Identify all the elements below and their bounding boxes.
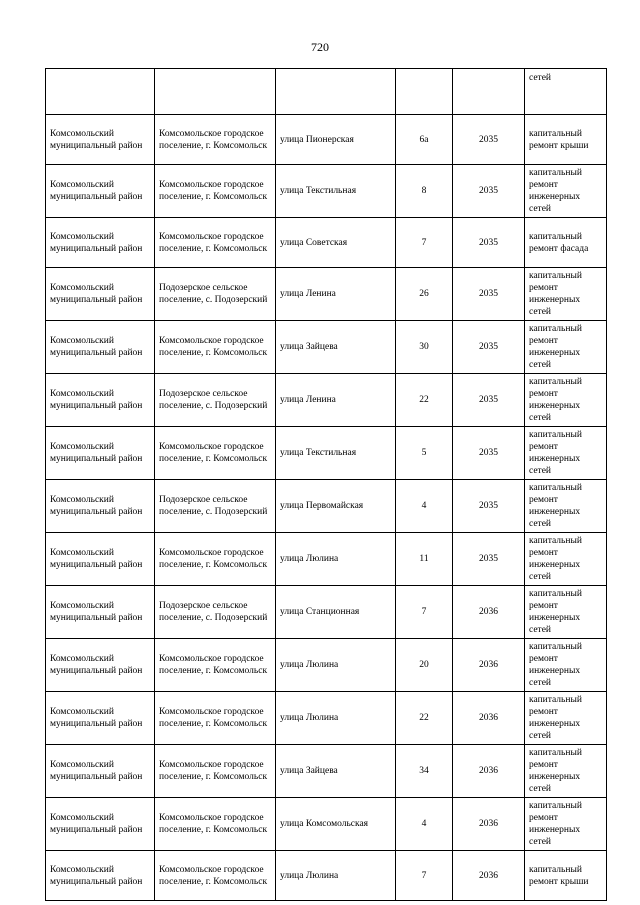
cell-work-type: капитальный ремонт инженерных сетей (525, 165, 607, 218)
cell-district: Комсомольский муниципальный район (46, 745, 155, 798)
cell-district: Комсомольский муниципальный район (46, 115, 155, 165)
cell-house-number: 7 (396, 218, 453, 268)
cell-street: улица Текстильная (276, 165, 396, 218)
cell-district: Комсомольский муниципальный район (46, 165, 155, 218)
cell-settlement: Комсомольское городское поселение, г. Комсомольск (155, 851, 276, 901)
cell-district: Комсомольский муниципальный район (46, 268, 155, 321)
cell-year: 2035 (453, 480, 525, 533)
cell-work-type: сетей (525, 69, 607, 115)
cell-year: 2035 (453, 374, 525, 427)
table-row-continuation (46, 69, 607, 115)
cell-street: улица Люлина (276, 533, 396, 586)
table-row (46, 798, 607, 851)
table-row (46, 218, 607, 268)
table-row (46, 268, 607, 321)
table-row (46, 427, 607, 480)
cell-year: 2035 (453, 321, 525, 374)
cell-year: 2036 (453, 798, 525, 851)
cell-year: 2036 (453, 692, 525, 745)
cell-street: улица Станционная (276, 586, 396, 639)
cell-work-type: капитальный ремонт инженерных сетей (525, 427, 607, 480)
cell-year: 2035 (453, 427, 525, 480)
cell-street: улица Люлина (276, 639, 396, 692)
cell-year: 2035 (453, 165, 525, 218)
cell-house-number: 4 (396, 480, 453, 533)
cell-district: Комсомольский муниципальный район (46, 851, 155, 901)
cell-district: Комсомольский муниципальный район (46, 533, 155, 586)
cell-settlement: Комсомольское городское поселение, г. Комсомольск (155, 218, 276, 268)
cell-house-number: 7 (396, 586, 453, 639)
cell-house-number: 22 (396, 374, 453, 427)
cell-settlement: Комсомольское городское поселение, г. Комсомольск (155, 427, 276, 480)
cell-district: Комсомольский муниципальный район (46, 218, 155, 268)
cell-settlement: Комсомольское городское поселение, г. Комсомольск (155, 165, 276, 218)
cell-district: Комсомольский муниципальный район (46, 427, 155, 480)
table-row (46, 586, 607, 639)
cell-district (46, 69, 155, 115)
table-body (46, 69, 607, 901)
cell-house-number (396, 69, 453, 115)
cell-house-number: 8 (396, 165, 453, 218)
cell-settlement: Подозерское сельское поселение, с. Подозерский (155, 374, 276, 427)
cell-year: 2035 (453, 533, 525, 586)
cell-street: улица Зайцева (276, 745, 396, 798)
cell-work-type: капитальный ремонт инженерных сетей (525, 533, 607, 586)
cell-street: улица Зайцева (276, 321, 396, 374)
cell-district: Комсомольский муниципальный район (46, 586, 155, 639)
cell-work-type: капитальный ремонт инженерных сетей (525, 745, 607, 798)
cell-year (453, 69, 525, 115)
cell-work-type: капитальный ремонт инженерных сетей (525, 321, 607, 374)
table-row (46, 692, 607, 745)
cell-street: улица Люлина (276, 692, 396, 745)
cell-street: улица Люлина (276, 851, 396, 901)
cell-house-number: 34 (396, 745, 453, 798)
cell-work-type: капитальный ремонт инженерных сетей (525, 798, 607, 851)
table-row (46, 321, 607, 374)
cell-house-number: 22 (396, 692, 453, 745)
cell-street: улица Текстильная (276, 427, 396, 480)
cell-work-type: капитальный ремонт инженерных сетей (525, 586, 607, 639)
cell-settlement: Комсомольское городское поселение, г. Комсомольск (155, 321, 276, 374)
cell-house-number: 30 (396, 321, 453, 374)
cell-work-type: капитальный ремонт крыши (525, 851, 607, 901)
cell-settlement: Комсомольское городское поселение, г. Комсомольск (155, 692, 276, 745)
table-row (46, 165, 607, 218)
cell-settlement: Подозерское сельское поселение, с. Подозерский (155, 586, 276, 639)
cell-work-type: капитальный ремонт инженерных сетей (525, 692, 607, 745)
cell-year: 2036 (453, 586, 525, 639)
cell-settlement: Подозерское сельское поселение, с. Подозерский (155, 480, 276, 533)
table-row (46, 115, 607, 165)
cell-work-type: капитальный ремонт инженерных сетей (525, 268, 607, 321)
cell-district: Комсомольский муниципальный район (46, 639, 155, 692)
cell-district: Комсомольский муниципальный район (46, 321, 155, 374)
cell-house-number: 20 (396, 639, 453, 692)
cell-year: 2036 (453, 851, 525, 901)
cell-settlement: Комсомольское городское поселение, г. Комсомольск (155, 798, 276, 851)
cell-year: 2036 (453, 639, 525, 692)
cell-district: Комсомольский муниципальный район (46, 692, 155, 745)
cell-district: Комсомольский муниципальный район (46, 374, 155, 427)
cell-year: 2035 (453, 268, 525, 321)
table-row (46, 480, 607, 533)
cell-house-number: 6а (396, 115, 453, 165)
cell-street: улица Пионерская (276, 115, 396, 165)
housing-repair-table (45, 68, 607, 901)
cell-house-number: 7 (396, 851, 453, 901)
cell-settlement: Подозерское сельское поселение, с. Подозерский (155, 268, 276, 321)
cell-settlement: Комсомольское городское поселение, г. Комсомольск (155, 745, 276, 798)
table-row (46, 533, 607, 586)
cell-settlement (155, 69, 276, 115)
cell-street: улица Комсомольская (276, 798, 396, 851)
cell-work-type: капитальный ремонт крыши (525, 115, 607, 165)
cell-house-number: 4 (396, 798, 453, 851)
cell-street: улица Ленина (276, 374, 396, 427)
cell-work-type: капитальный ремонт инженерных сетей (525, 374, 607, 427)
cell-district: Комсомольский муниципальный район (46, 798, 155, 851)
cell-year: 2035 (453, 218, 525, 268)
cell-house-number: 26 (396, 268, 453, 321)
cell-district: Комсомольский муниципальный район (46, 480, 155, 533)
cell-work-type: капитальный ремонт фасада (525, 218, 607, 268)
cell-settlement: Комсомольское городское поселение, г. Комсомольск (155, 533, 276, 586)
table-row (46, 374, 607, 427)
cell-settlement: Комсомольское городское поселение, г. Комсомольск (155, 639, 276, 692)
cell-street: улица Советская (276, 218, 396, 268)
table-row (46, 745, 607, 798)
cell-house-number: 11 (396, 533, 453, 586)
page-number: 720 (311, 40, 329, 54)
cell-street: улица Ленина (276, 268, 396, 321)
cell-work-type: капитальный ремонт инженерных сетей (525, 480, 607, 533)
cell-year: 2036 (453, 745, 525, 798)
cell-settlement: Комсомольское городское поселение, г. Комсомольск (155, 115, 276, 165)
cell-street (276, 69, 396, 115)
cell-house-number: 5 (396, 427, 453, 480)
table-row (46, 851, 607, 901)
cell-work-type: капитальный ремонт инженерных сетей (525, 639, 607, 692)
cell-street: улица Первомайская (276, 480, 396, 533)
cell-year: 2035 (453, 115, 525, 165)
table-row (46, 639, 607, 692)
